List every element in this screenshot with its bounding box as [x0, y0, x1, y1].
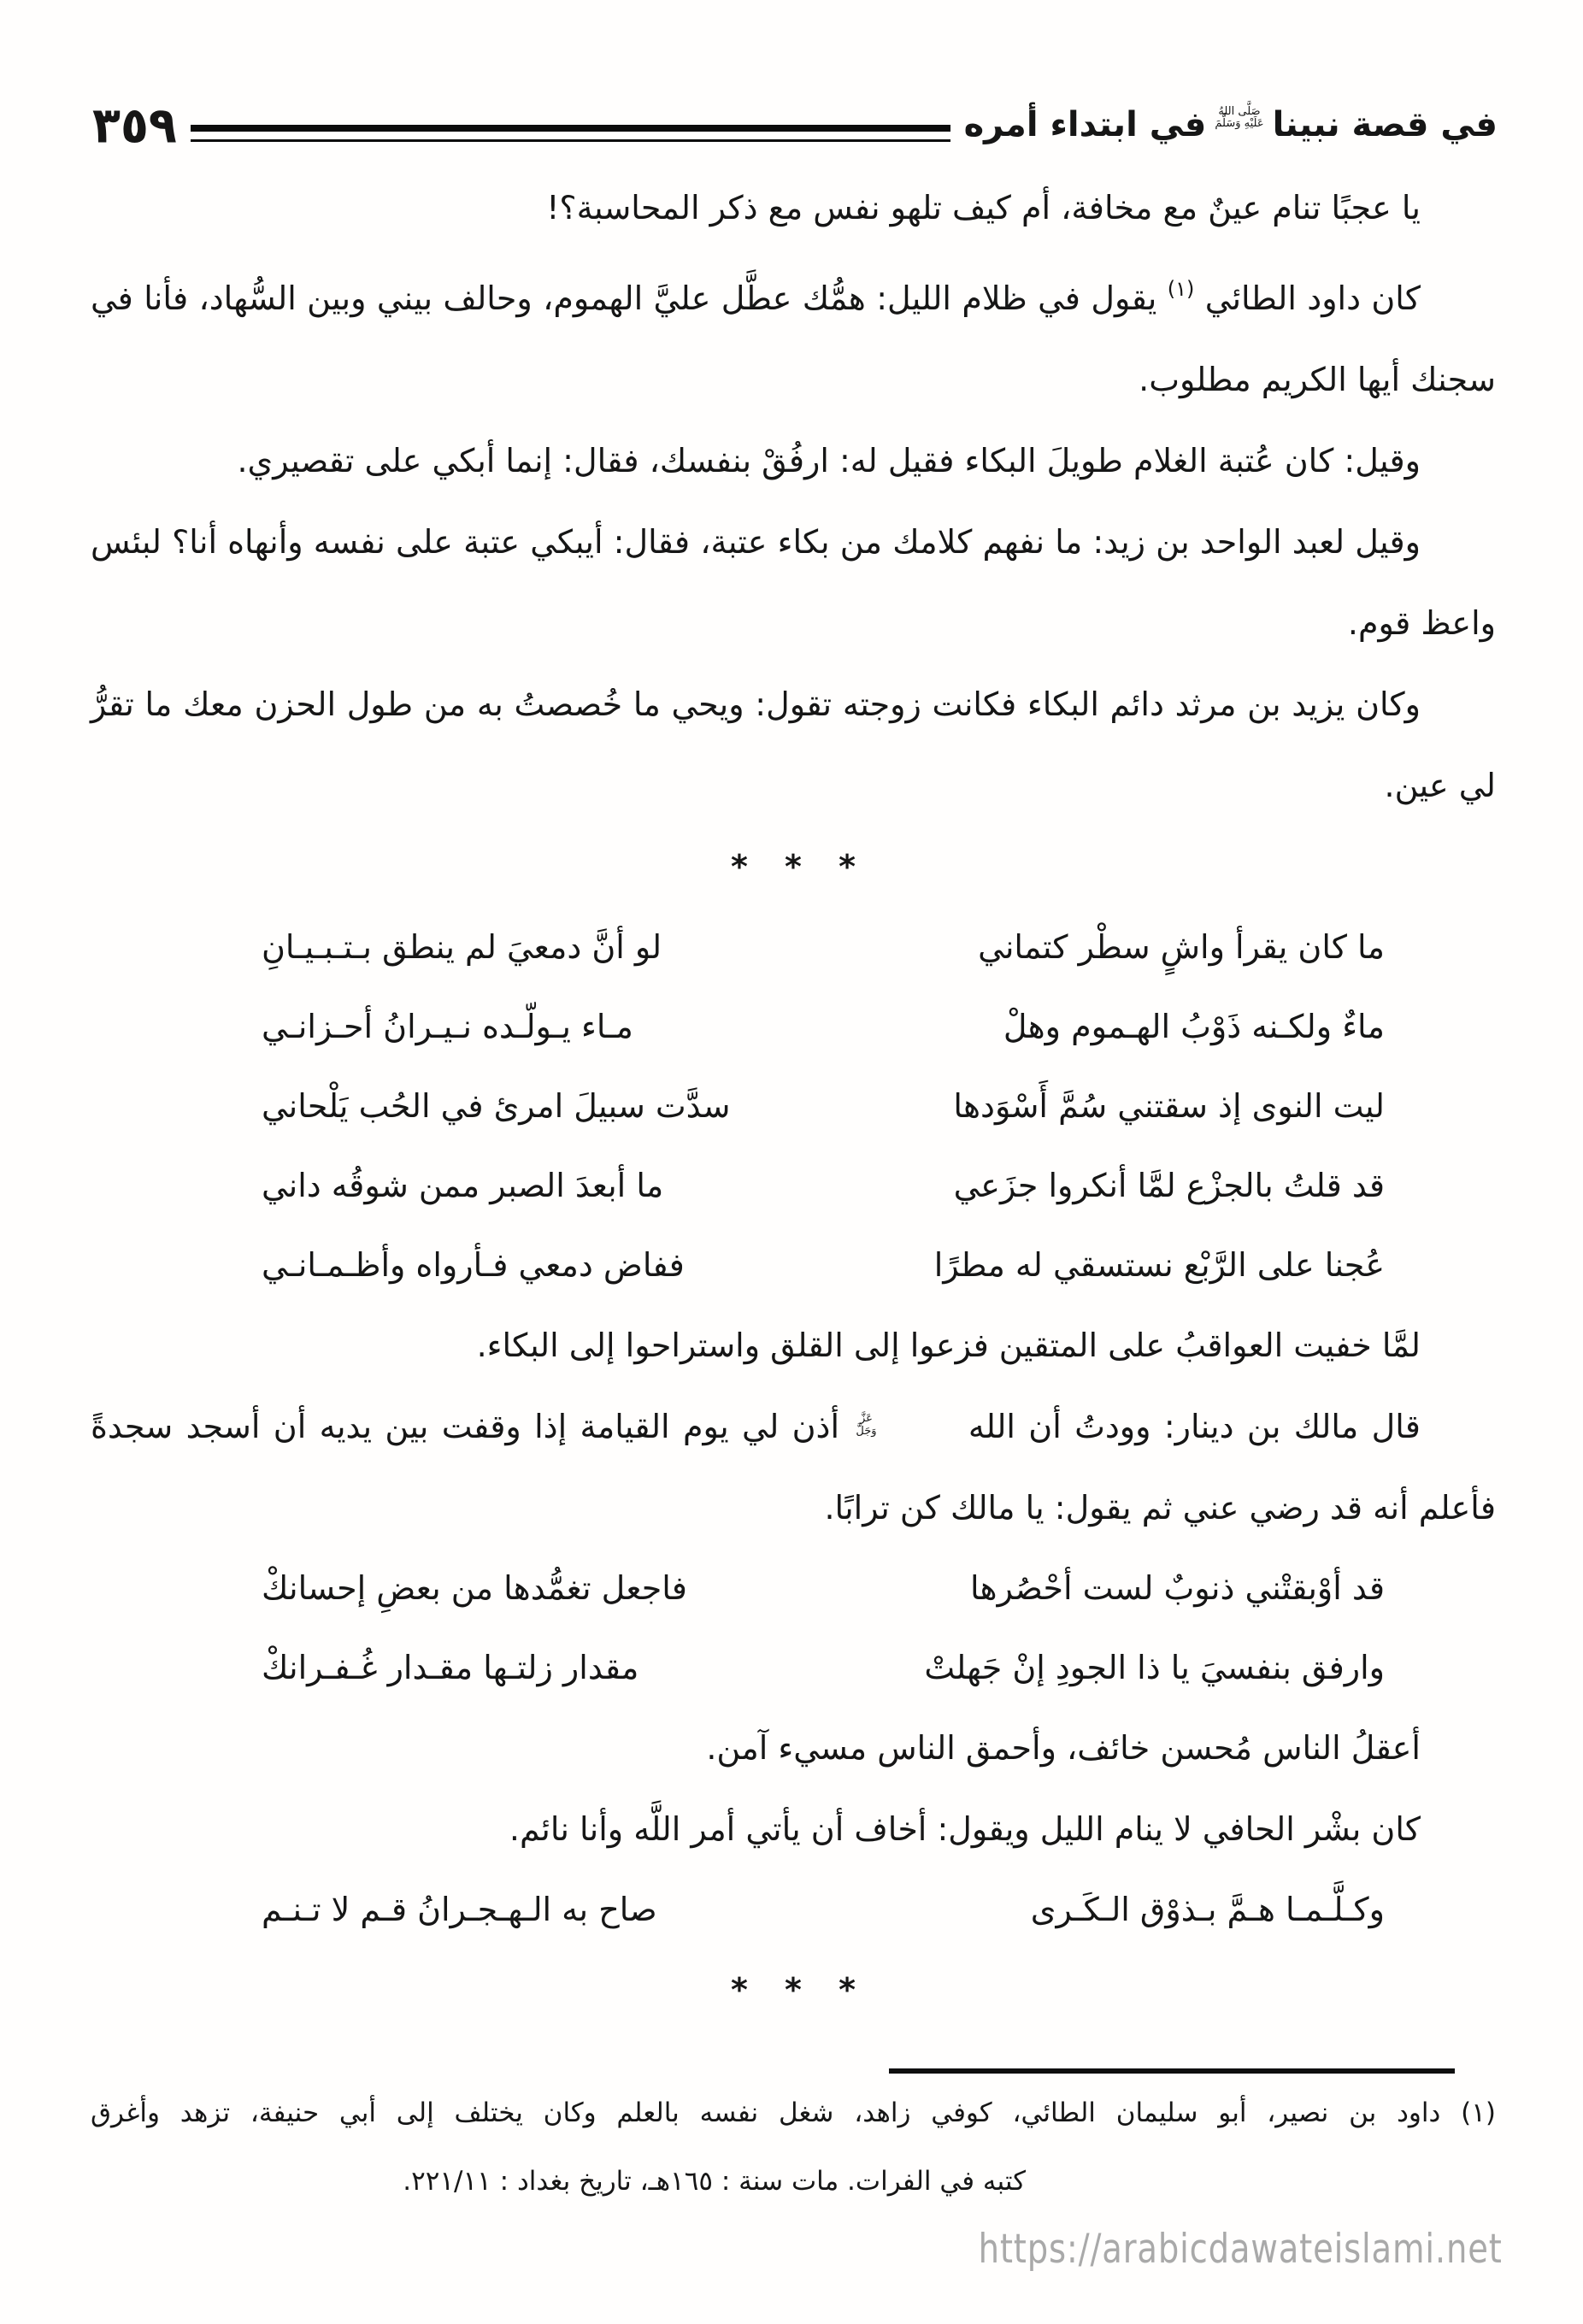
hemistich-left: مقدار زلتـها مقـدار غُـفـرانكْ [262, 1649, 639, 1686]
hemistich-right: ليت النوى إذ سقتني سُمَّ أَسْوَدها [953, 1087, 1385, 1125]
hemistich-left: فاجعل تغمُّدها من بعضِ إحسانكْ [262, 1569, 687, 1607]
paragraph-text: يقول في ظلام الليل: همُّك عطَّل عليَّ الهموم، وحالف بيني وبين السُّهاد، فأنا في سجنك أيها الكريم مطلوب. [91, 279, 1496, 398]
footnote-separator [889, 2068, 1455, 2074]
paragraph-utbah: وقيل: كان عُتبة الغلام طويلَ البكاء فقيل له: ارفُقْ بنفسك، فقال: إنما أبكي على تقصيري. [237, 442, 1421, 480]
paragraph-text: كان داود الطائي [1204, 279, 1421, 317]
hemistich-left: صاح به الـهـجـرانُ قـم لا تـنـم [262, 1891, 657, 1928]
footnote-line: كتبه في الفرات. مات سنة : ١٦٥هـ، تاريخ بغداد : ٢٢١/١١. [403, 2166, 1026, 2197]
verse-line [262, 1067, 1385, 1146]
running-head-title [964, 105, 1498, 144]
hemistich-left: لو أنَّ دمعيَ لم ينطق بـتـبـيـانِ [262, 928, 662, 966]
header-rule [191, 125, 950, 142]
verse-line [262, 1146, 1385, 1226]
running-head-text-left: في ابتداء أمره [963, 105, 1207, 144]
hemistich-left: ففاض دمعي فـأرواه وأظـمـانـي [262, 1246, 685, 1284]
page-header [92, 84, 1498, 166]
section-divider-stars: * * * [730, 1971, 856, 2009]
hemistich-right: قد أوْبقتْني ذنوبٌ لست أحْصُرها [969, 1569, 1385, 1607]
azza-wa-jall-honorific: عَزَّ وَجَلَّ [856, 1412, 877, 1438]
verse-line [262, 908, 1385, 987]
poem-sins [262, 1549, 1385, 1708]
paragraph-wisest-people: أعقلُ الناس مُحسن خائف، وأحمق الناس مسيء آمن. [706, 1729, 1421, 1767]
hemistich-right: وكـلَّـمـا هـمَّ بـذوْق الـكَـرى [1030, 1891, 1385, 1928]
page-number: ٣٥٩ [92, 95, 177, 155]
hemistich-right: ماءٌ ولكـنه ذَوْبُ الهـموم وهلْ [1003, 1008, 1385, 1045]
hemistich-right: قد قلتُ بالجزْع لمَّا أنكروا جزَعي [953, 1167, 1385, 1204]
page-body [91, 168, 1496, 2215]
paragraph-yazid-ibn-marthad: وكان يزيد بن مرثد دائم البكاء فكانت زوجته تقول: ويحي ما خُصصتُ به من طول الحزن معك ما تقرُّ لي عين. [91, 685, 1496, 804]
footnote [91, 2079, 1496, 2215]
section-divider-stars: * * * [730, 848, 856, 885]
paragraph-text: قال مالك بن دينار: وودتُ أن الله [968, 1408, 1421, 1445]
verse-line [262, 1628, 1385, 1708]
hemistich-right: عُجنا على الرَّبْع نستسقي له مطرًا [933, 1246, 1385, 1284]
hemistich-left: سدَّت سبيلَ امرئ في الحُب يَلْحاني [262, 1087, 731, 1125]
header-rule-thick [191, 125, 950, 132]
header-rule-thin [191, 139, 950, 142]
verse-line [262, 987, 1385, 1067]
paragraph-exclamation: يا عجبًا تنام عينٌ مع مخافة، أم كيف تلهو نفس مع ذكر المحاسبة؟! [546, 189, 1421, 227]
paragraph-bishr-alhafi: كان بشْر الحافي لا ينام الليل ويقول: أخاف أن يأتي أمر اللَّه وأنا نائم. [509, 1810, 1421, 1848]
poem-tears [262, 908, 1385, 1305]
hemistich-left: ما أبعدَ الصبر ممن شوقُه داني [262, 1167, 664, 1204]
hemistich-right: ما كان يقرأ واشٍ سطْر كتماني [978, 928, 1385, 966]
verse-line [262, 1549, 1385, 1628]
footnote-ref-marker: (١) [1167, 277, 1195, 301]
hemistich-left: مـاء يـولّـده نـيـرانُ أحـزانـي [262, 1008, 633, 1045]
paragraph-malik-ibn-dinar [91, 1386, 1496, 1549]
running-head-text-right: في قصة نبينا [1272, 105, 1498, 144]
paragraph-consequences: لمَّا خفيت العواقبُ على المتقين فزعوا إلى القلق واستراحوا إلى البكاء. [476, 1327, 1421, 1364]
hemistich-right: وارفق بنفسيَ يا ذا الجودِ إنْ جَهلتْ [924, 1649, 1385, 1686]
poem-sleep [262, 1870, 1385, 1950]
sallallahu-alayhi-wasallam-honorific: صَلَّى اللهُ عَلَيْهِ وَسَلَّمَ [1215, 104, 1264, 130]
watermark-url: https://arabicdawateislami.net [978, 2226, 1503, 2273]
verse-line [262, 1870, 1385, 1950]
footnote-line: (١) داود بن نصير، أبو سليمان الطائي، كوفي زاهد، شغل نفسه بالعلم وكان يختلف إلى أبي حنيفة، تزهد وأغرق [91, 2097, 1496, 2128]
verse-line [262, 1226, 1385, 1305]
paragraph-abdulwahid: وقيل لعبد الواحد بن زيد: ما نفهم كلامك من بكاء عتبة، فقال: أيبكي عتبة على نفسه وأنهاه أنا؟ لبئس واعظ قوم. [91, 523, 1496, 642]
paragraph-dawud-altai [91, 249, 1496, 421]
paragraph-text: أذن لي يوم القيامة إذا وقفت بين يديه أن أسجد سجدةً فأعلم أنه قد رضي عني ثم يقول: يا مالك كن ترابًا. [91, 1408, 1496, 1527]
